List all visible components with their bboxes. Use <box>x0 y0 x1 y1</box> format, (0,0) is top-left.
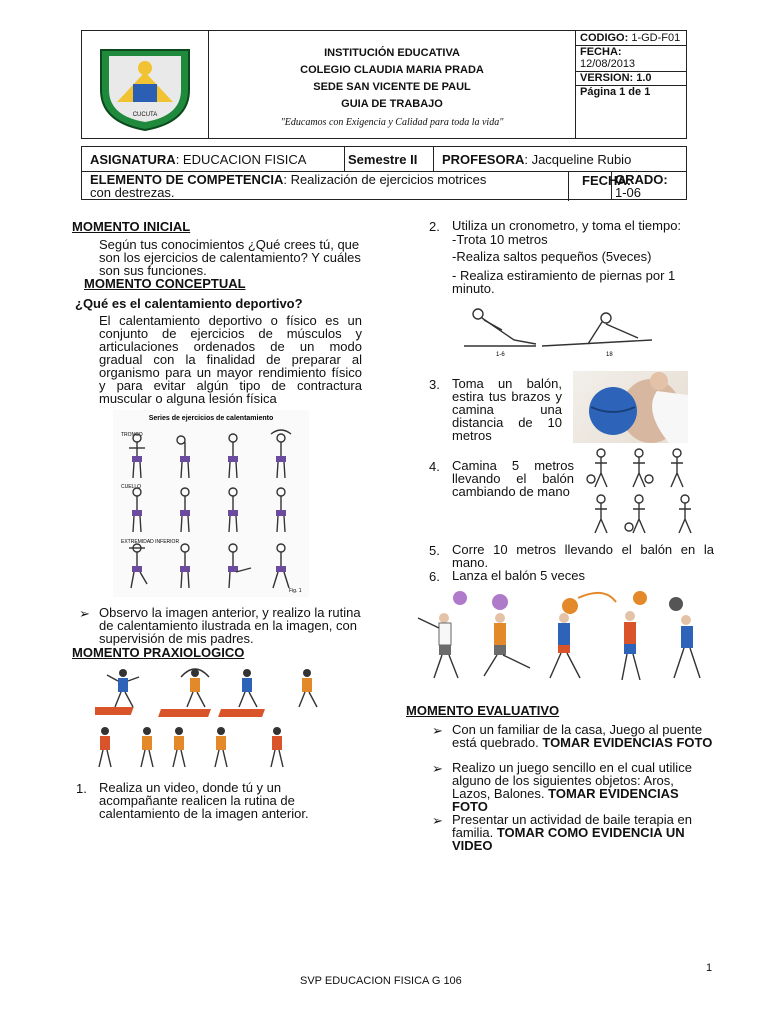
fecha-value: 12/08/2013 <box>580 58 636 70</box>
eval1-text: Con un familiar de la casa, Juego al puente está quebrado. <box>452 722 703 750</box>
eval1-item <box>452 723 714 749</box>
arrow-bullet-icon: ➢ <box>432 723 443 738</box>
competencia-label: ELEMENTO DE COMPETENCIA <box>90 171 284 187</box>
item2-line-1: Utiliza un cronometro, y toma el tiempo: <box>452 218 682 233</box>
item5-text: Corre 10 metros llevando el balón en la mano. <box>452 542 714 570</box>
version-value: 1.0 <box>636 72 652 84</box>
eval3-text: Presentar un actividad de baile terapia en familia. <box>452 812 692 840</box>
profesora-value: : Jacqueline Rubio <box>524 151 632 167</box>
asignatura-cell <box>82 147 345 172</box>
stretch-label-1: 1-6 <box>496 352 505 358</box>
inicial-text: Según tus conocimientos ¿Qué crees tú, que son los ejercicios de calentamiento? Y cuáles son sus funciones. <box>99 237 361 278</box>
eval2-text: Realizo un juego sencillo en el cual utilice alguno de los siguientes objetos: Aros, Lazos, Balones. <box>452 760 692 801</box>
figure-label-extremidad: EXTREMIDAD INFERIOR <box>121 539 180 545</box>
thrower-figures <box>418 591 700 680</box>
item1-number: 1. <box>76 781 87 796</box>
institution-line-3: SEDE SAN VICENTE DE PAUL <box>313 81 471 93</box>
page-indicator: Página 1 de 1 <box>580 86 651 98</box>
item2-line-2: -Trota 10 metros <box>452 232 548 247</box>
eval2-bold: TOMAR EVIDENCIAS FOTO <box>452 786 679 814</box>
profesora-cell <box>434 147 687 172</box>
item6-text: Lanza el balón 5 veces <box>452 568 585 583</box>
item2-line-3: -Realiza saltos pequeños (5veces) <box>452 249 652 264</box>
institution-line-2: COLEGIO CLAUDIA MARIA PRADA <box>300 64 484 76</box>
code-cell <box>576 31 687 139</box>
competencia-value: : Realización de ejercicios motrices con destrezas. <box>90 171 487 200</box>
competencia-cell <box>82 172 612 200</box>
figure-label-tronco: TRONCO <box>121 432 143 438</box>
institution-line-1: INSTITUCIÓN EDUCATIVA <box>324 47 460 59</box>
warmup-routine-figure <box>95 665 327 777</box>
warmup-figures <box>129 430 291 588</box>
codigo-label: CODIGO: <box>580 32 629 44</box>
arrow-bullet-icon: ➢ <box>432 761 443 776</box>
momento-evaluativo-heading: MOMENTO EVALUATIVO <box>406 703 560 718</box>
ball-photo <box>573 371 688 443</box>
asignatura-value: : EDUCACION FISICA <box>175 151 307 167</box>
item3-text: Toma un balón, estira tus brazos y camina una distancia de 10 metros <box>452 376 562 443</box>
school-motto: "Educamos con Exigencia y Calidad para toda la vida" <box>280 117 504 128</box>
footer-text: SVP EDUCACION FISICA G 106 <box>300 975 462 987</box>
warmup-exercises-figure <box>113 410 309 597</box>
dribbling-figure <box>581 443 715 539</box>
concept-question: ¿Qué es el calentamiento deportivo? <box>75 296 303 311</box>
grado-label: GRADO: <box>615 171 668 187</box>
eval3-bold: TOMAR COMO EVIDENCIA UN VIDEO <box>452 825 685 853</box>
item4-number: 4. <box>429 459 440 474</box>
header-table <box>81 30 687 139</box>
logo-text: CUCUTA <box>132 112 158 118</box>
figure-title: Series de ejercicios de calentamiento <box>148 415 274 422</box>
item5-number: 5. <box>429 543 440 558</box>
eval2-item <box>452 761 714 813</box>
ball-throwing-figure <box>404 586 714 684</box>
concept-text: El calentamiento deportivo o físico es un conjunto de ejercicios de músculos y articulaciones ordenados de un modo gradual con la finalidad de preparar al organismo para un mayor rendimiento físico y para evitar algún tipo de contractura muscular o alguna lesión física <box>99 313 362 406</box>
school-shield-logo <box>83 32 207 134</box>
page-number: 1 <box>706 962 713 974</box>
item6-number: 6. <box>429 569 440 584</box>
arrow-bullet-icon: ➢ <box>79 606 90 621</box>
observe-text: Observo la imagen anterior, y realizo la rutina de calentamiento ilustrada en la imagen, con supervisión de mis padres. <box>99 605 361 646</box>
item1-text: Realiza un video, donde tú y un acompañante realicen la rutina de calentamiento de la imagen anterior. <box>99 780 309 821</box>
leg-stretch-figure <box>456 300 661 358</box>
item3-number: 3. <box>429 377 440 392</box>
momento-inicial-heading: MOMENTO INICIAL <box>72 219 191 234</box>
item2-line-4: - Realiza estiramiento de piernas por 1 minuto. <box>452 268 676 296</box>
item4-text: Camina 5 metros llevando el balón cambiando de mano <box>452 458 574 499</box>
eval3-item <box>452 813 714 852</box>
stretch-label-2: 18 <box>606 352 613 358</box>
semestre-cell: Semestre II <box>345 147 434 172</box>
item2-number: 2. <box>429 219 440 234</box>
version-label: VERSION: <box>580 72 634 84</box>
figure-label-cuello: CUELLO <box>121 484 142 490</box>
profesora-label: PROFESORA <box>442 151 525 167</box>
arrow-bullet-icon: ➢ <box>432 813 443 828</box>
fecha-label: FECHA: <box>580 46 622 58</box>
codigo-value: 1-GD-F01 <box>631 32 681 44</box>
asignatura-label: ASIGNATURA <box>90 151 176 167</box>
eval1-bold: TOMAR EVIDENCIAS FOTO <box>542 735 713 750</box>
institution-cell <box>209 31 576 139</box>
momento-conceptual-heading: MOMENTO CONCEPTUAL <box>84 276 246 291</box>
fecha-info-label: FECHA: <box>582 173 632 188</box>
fecha-divider <box>568 172 569 201</box>
logo-cell <box>82 31 209 139</box>
momento-praxiologico-heading: MOMENTO PRAXIOLOGICO <box>72 645 245 660</box>
grado-value: 1-06 <box>615 184 642 200</box>
institution-line-4: GUIA DE TRABAJO <box>341 98 443 110</box>
figure-caption: Fig. 1 <box>289 588 302 594</box>
